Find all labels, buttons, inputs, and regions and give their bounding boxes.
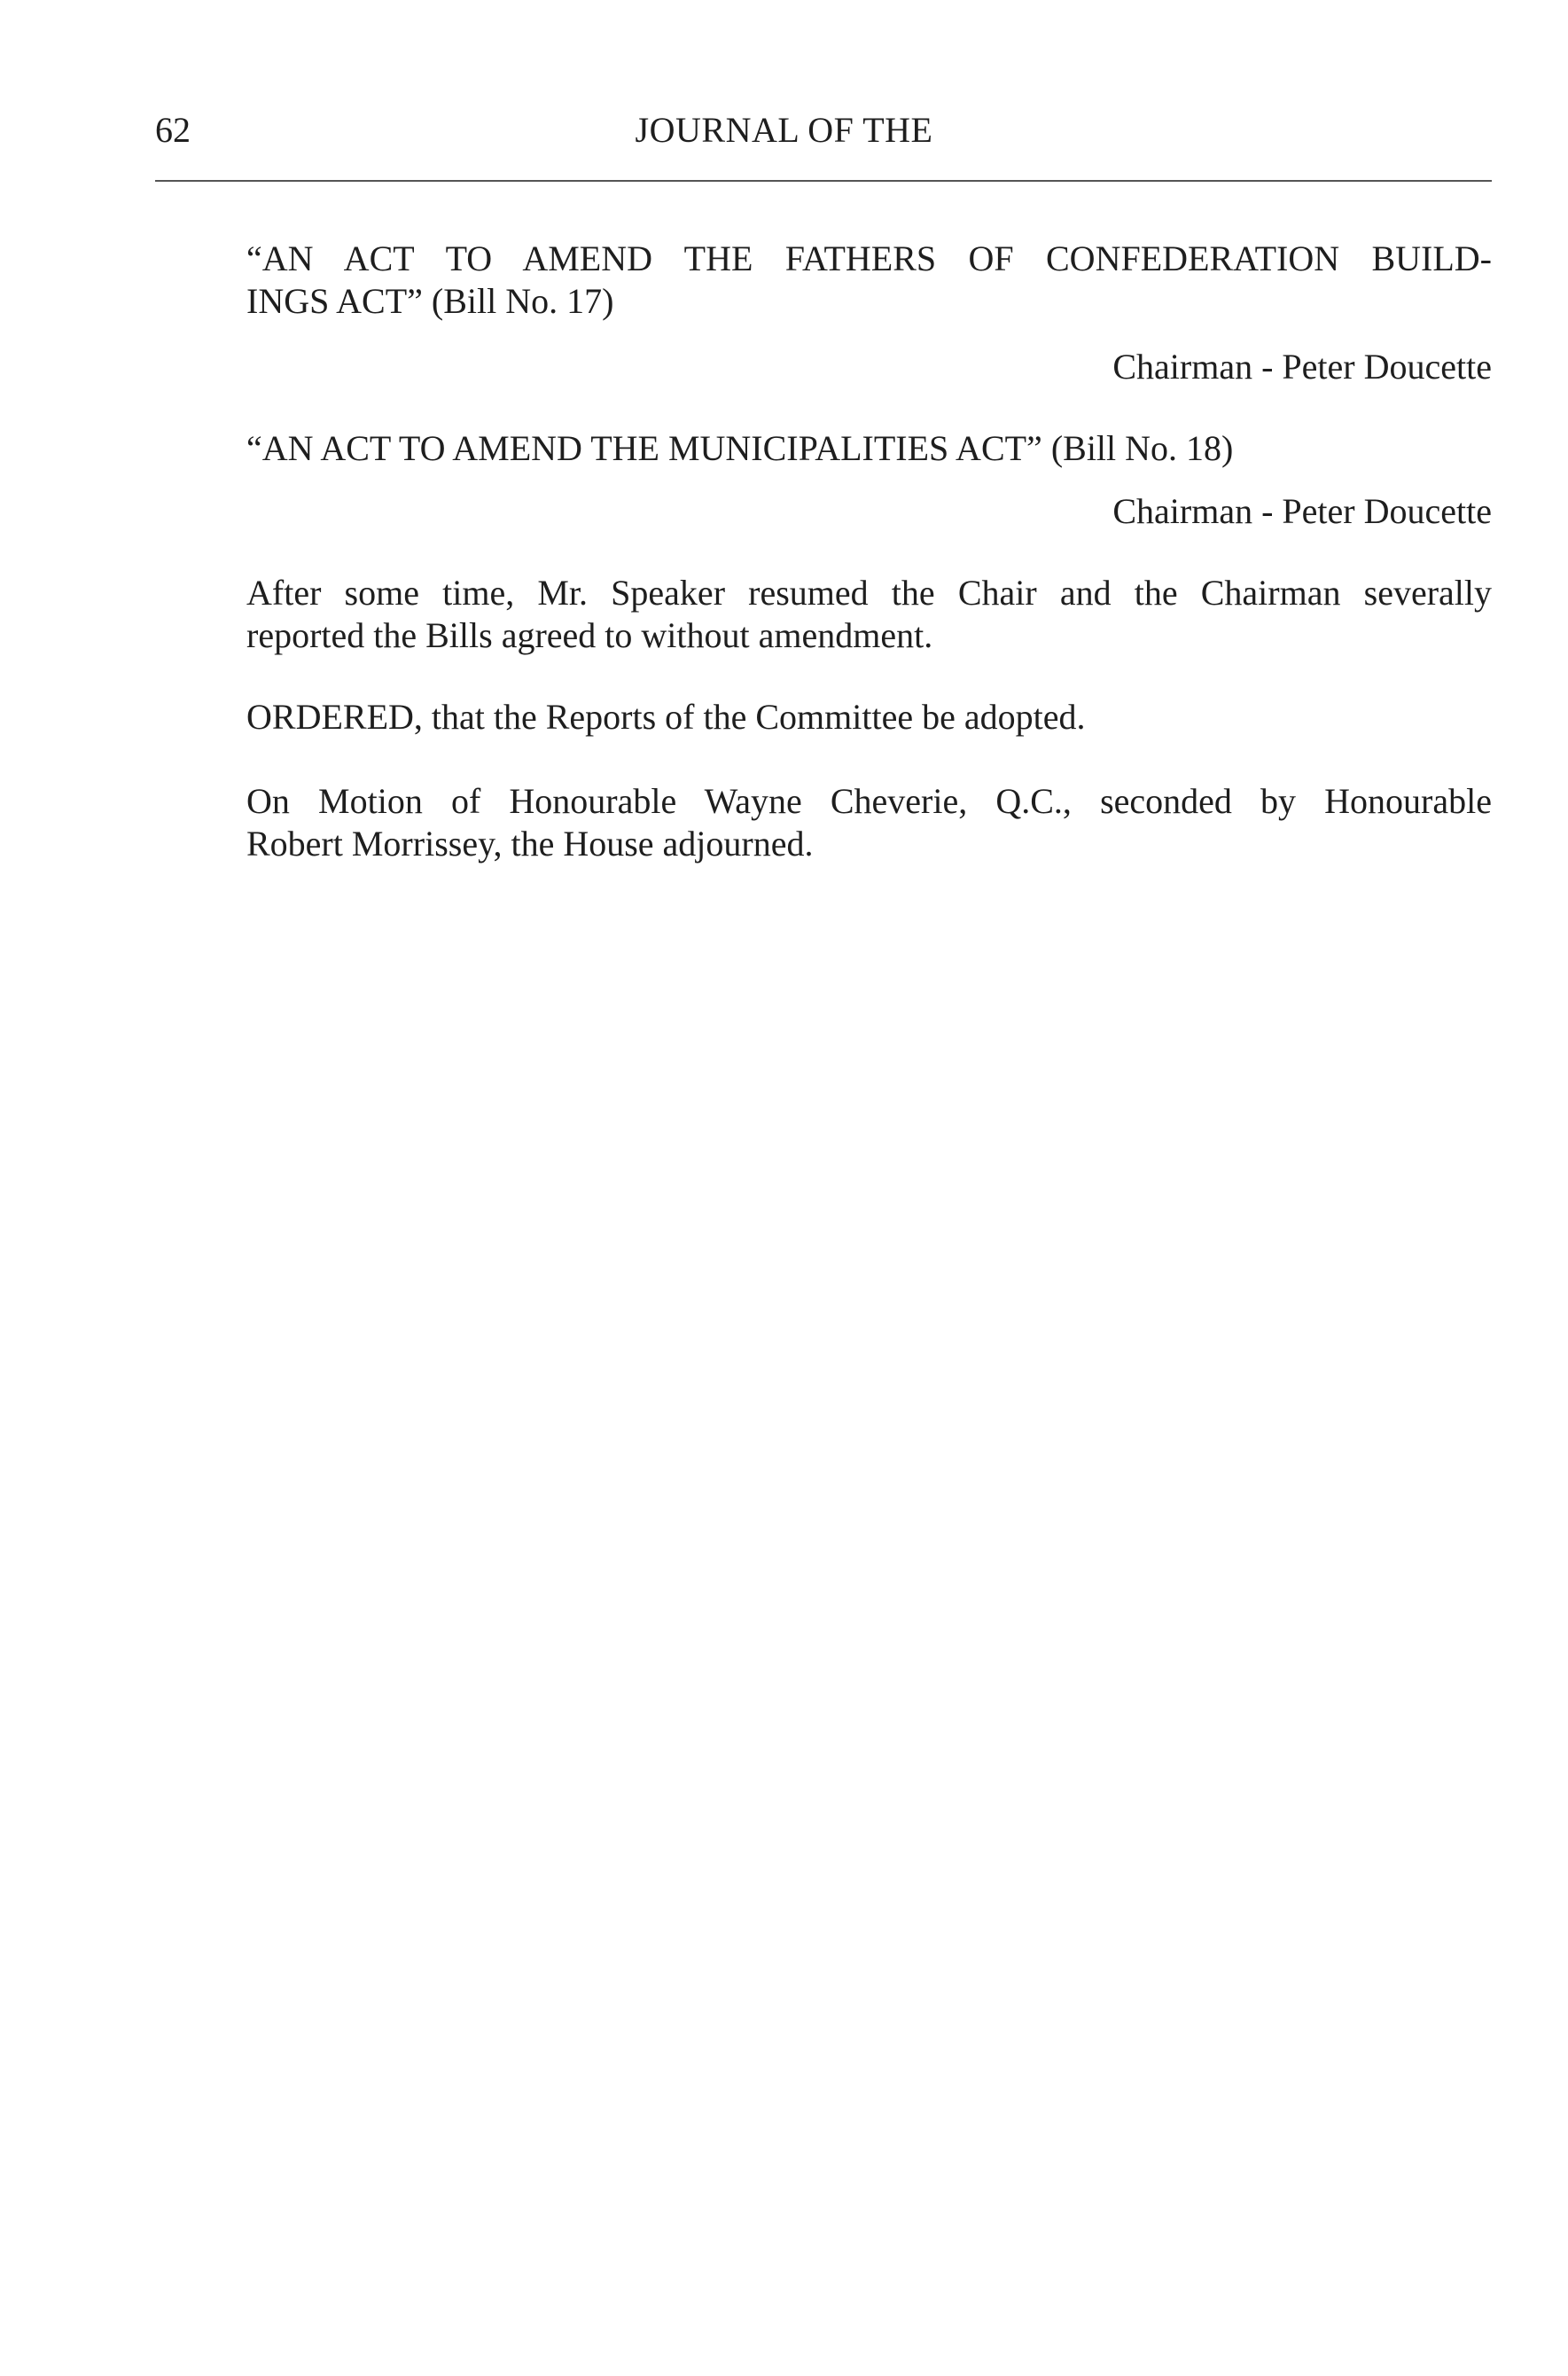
header-rule	[155, 180, 1492, 182]
paragraph-line: On Motion of Honourable Wayne Cheverie, Q.C., seconded by Honourable	[246, 781, 1492, 821]
report-paragraph	[155, 572, 1492, 657]
page-number: 62	[155, 110, 191, 150]
paragraph-line: reported the Bills agreed to without amendment.	[246, 615, 933, 655]
bill-title-17	[246, 238, 1492, 323]
paragraph-line: ORDERED, that the Reports of the Committee be adopted.	[246, 697, 1086, 737]
bill-title-line: “AN ACT TO AMEND THE FATHERS OF CONFEDERATION BUILD-	[246, 238, 1492, 278]
bill-title-line: “AN ACT TO AMEND THE MUNICIPALITIES ACT” (Bill No. 18)	[246, 428, 1234, 468]
adjournment-paragraph	[155, 780, 1492, 865]
bill-title-line: INGS ACT” (Bill No. 17)	[246, 281, 614, 321]
chairman-line: Chairman - Peter Doucette	[1112, 491, 1492, 531]
ordered-paragraph	[155, 696, 1492, 739]
chairman-line: Chairman - Peter Doucette	[1112, 347, 1492, 387]
paragraph-line: Robert Morrissey, the House adjourned.	[246, 824, 814, 864]
bill-title-18	[246, 427, 1492, 470]
running-title: JOURNAL OF THE	[635, 110, 933, 150]
paragraph-line: After some time, Mr. Speaker resumed the Chair and the Chairman severally	[246, 573, 1492, 613]
